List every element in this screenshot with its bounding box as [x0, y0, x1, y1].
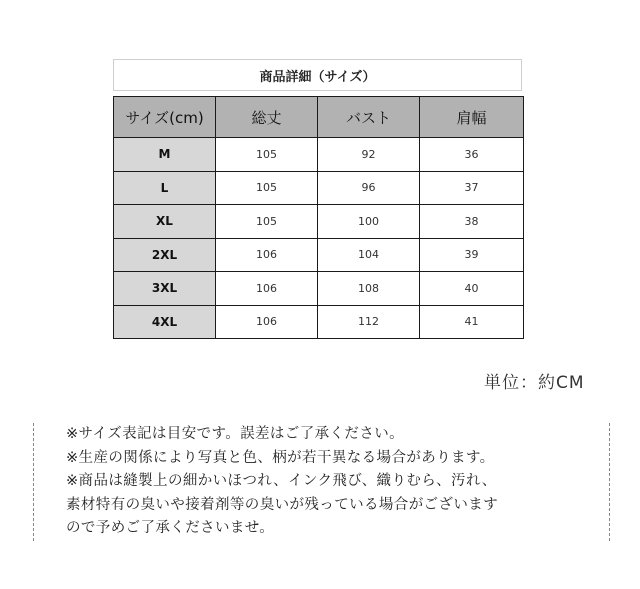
note-line: ※生産の関係により写真と色、柄が若干異なる場合があります。 [66, 449, 495, 466]
table-row [114, 138, 524, 172]
length-cell: 105 [216, 205, 318, 239]
note-line: ので予めご了承くださいませ。 [66, 520, 275, 536]
bust-cell: 104 [318, 238, 420, 272]
header-shoulder: 肩幅 [420, 97, 524, 138]
shoulder-cell: 39 [420, 238, 524, 272]
header-bust: バスト [318, 97, 420, 138]
unit-label: 単位：約CM [484, 373, 585, 393]
right-dashed-divider [609, 423, 610, 541]
length-cell: 106 [216, 305, 318, 339]
shoulder-cell: 41 [420, 305, 524, 339]
notes-block [66, 423, 596, 541]
length-cell: 106 [216, 272, 318, 306]
table-row [114, 272, 524, 306]
size-table [113, 96, 524, 339]
header-length: 総丈 [216, 97, 318, 138]
table-title: 商品詳細（サイズ） [113, 59, 522, 91]
table-row [114, 171, 524, 205]
bust-cell: 112 [318, 305, 420, 339]
shoulder-cell: 36 [420, 138, 524, 172]
size-cell: M [114, 138, 216, 172]
table-row [114, 305, 524, 339]
length-cell: 105 [216, 138, 318, 172]
size-cell: L [114, 171, 216, 205]
header-size: サイズ(cm) [114, 97, 216, 138]
size-cell: XL [114, 205, 216, 239]
bust-cell: 96 [318, 171, 420, 205]
size-cell: 3XL [114, 272, 216, 306]
shoulder-cell: 37 [420, 171, 524, 205]
bust-cell: 108 [318, 272, 420, 306]
left-dashed-divider [33, 423, 34, 541]
table-header-row [114, 97, 524, 138]
size-cell: 4XL [114, 305, 216, 339]
size-cell: 2XL [114, 238, 216, 272]
table-row [114, 238, 524, 272]
note-line: 素材特有の臭いや接着剤等の臭いが残っている場合がございます [66, 496, 499, 513]
bust-cell: 92 [318, 138, 420, 172]
length-cell: 106 [216, 238, 318, 272]
length-cell: 105 [216, 171, 318, 205]
bust-cell: 100 [318, 205, 420, 239]
shoulder-cell: 40 [420, 272, 524, 306]
shoulder-cell: 38 [420, 205, 524, 239]
note-line: ※サイズ表記は目安です。誤差はご了承ください。 [66, 426, 405, 442]
table-row [114, 205, 524, 239]
note-line: ※商品は縫製上の細かいほつれ、インク飛び、織りむら、汚れ、 [66, 473, 497, 489]
